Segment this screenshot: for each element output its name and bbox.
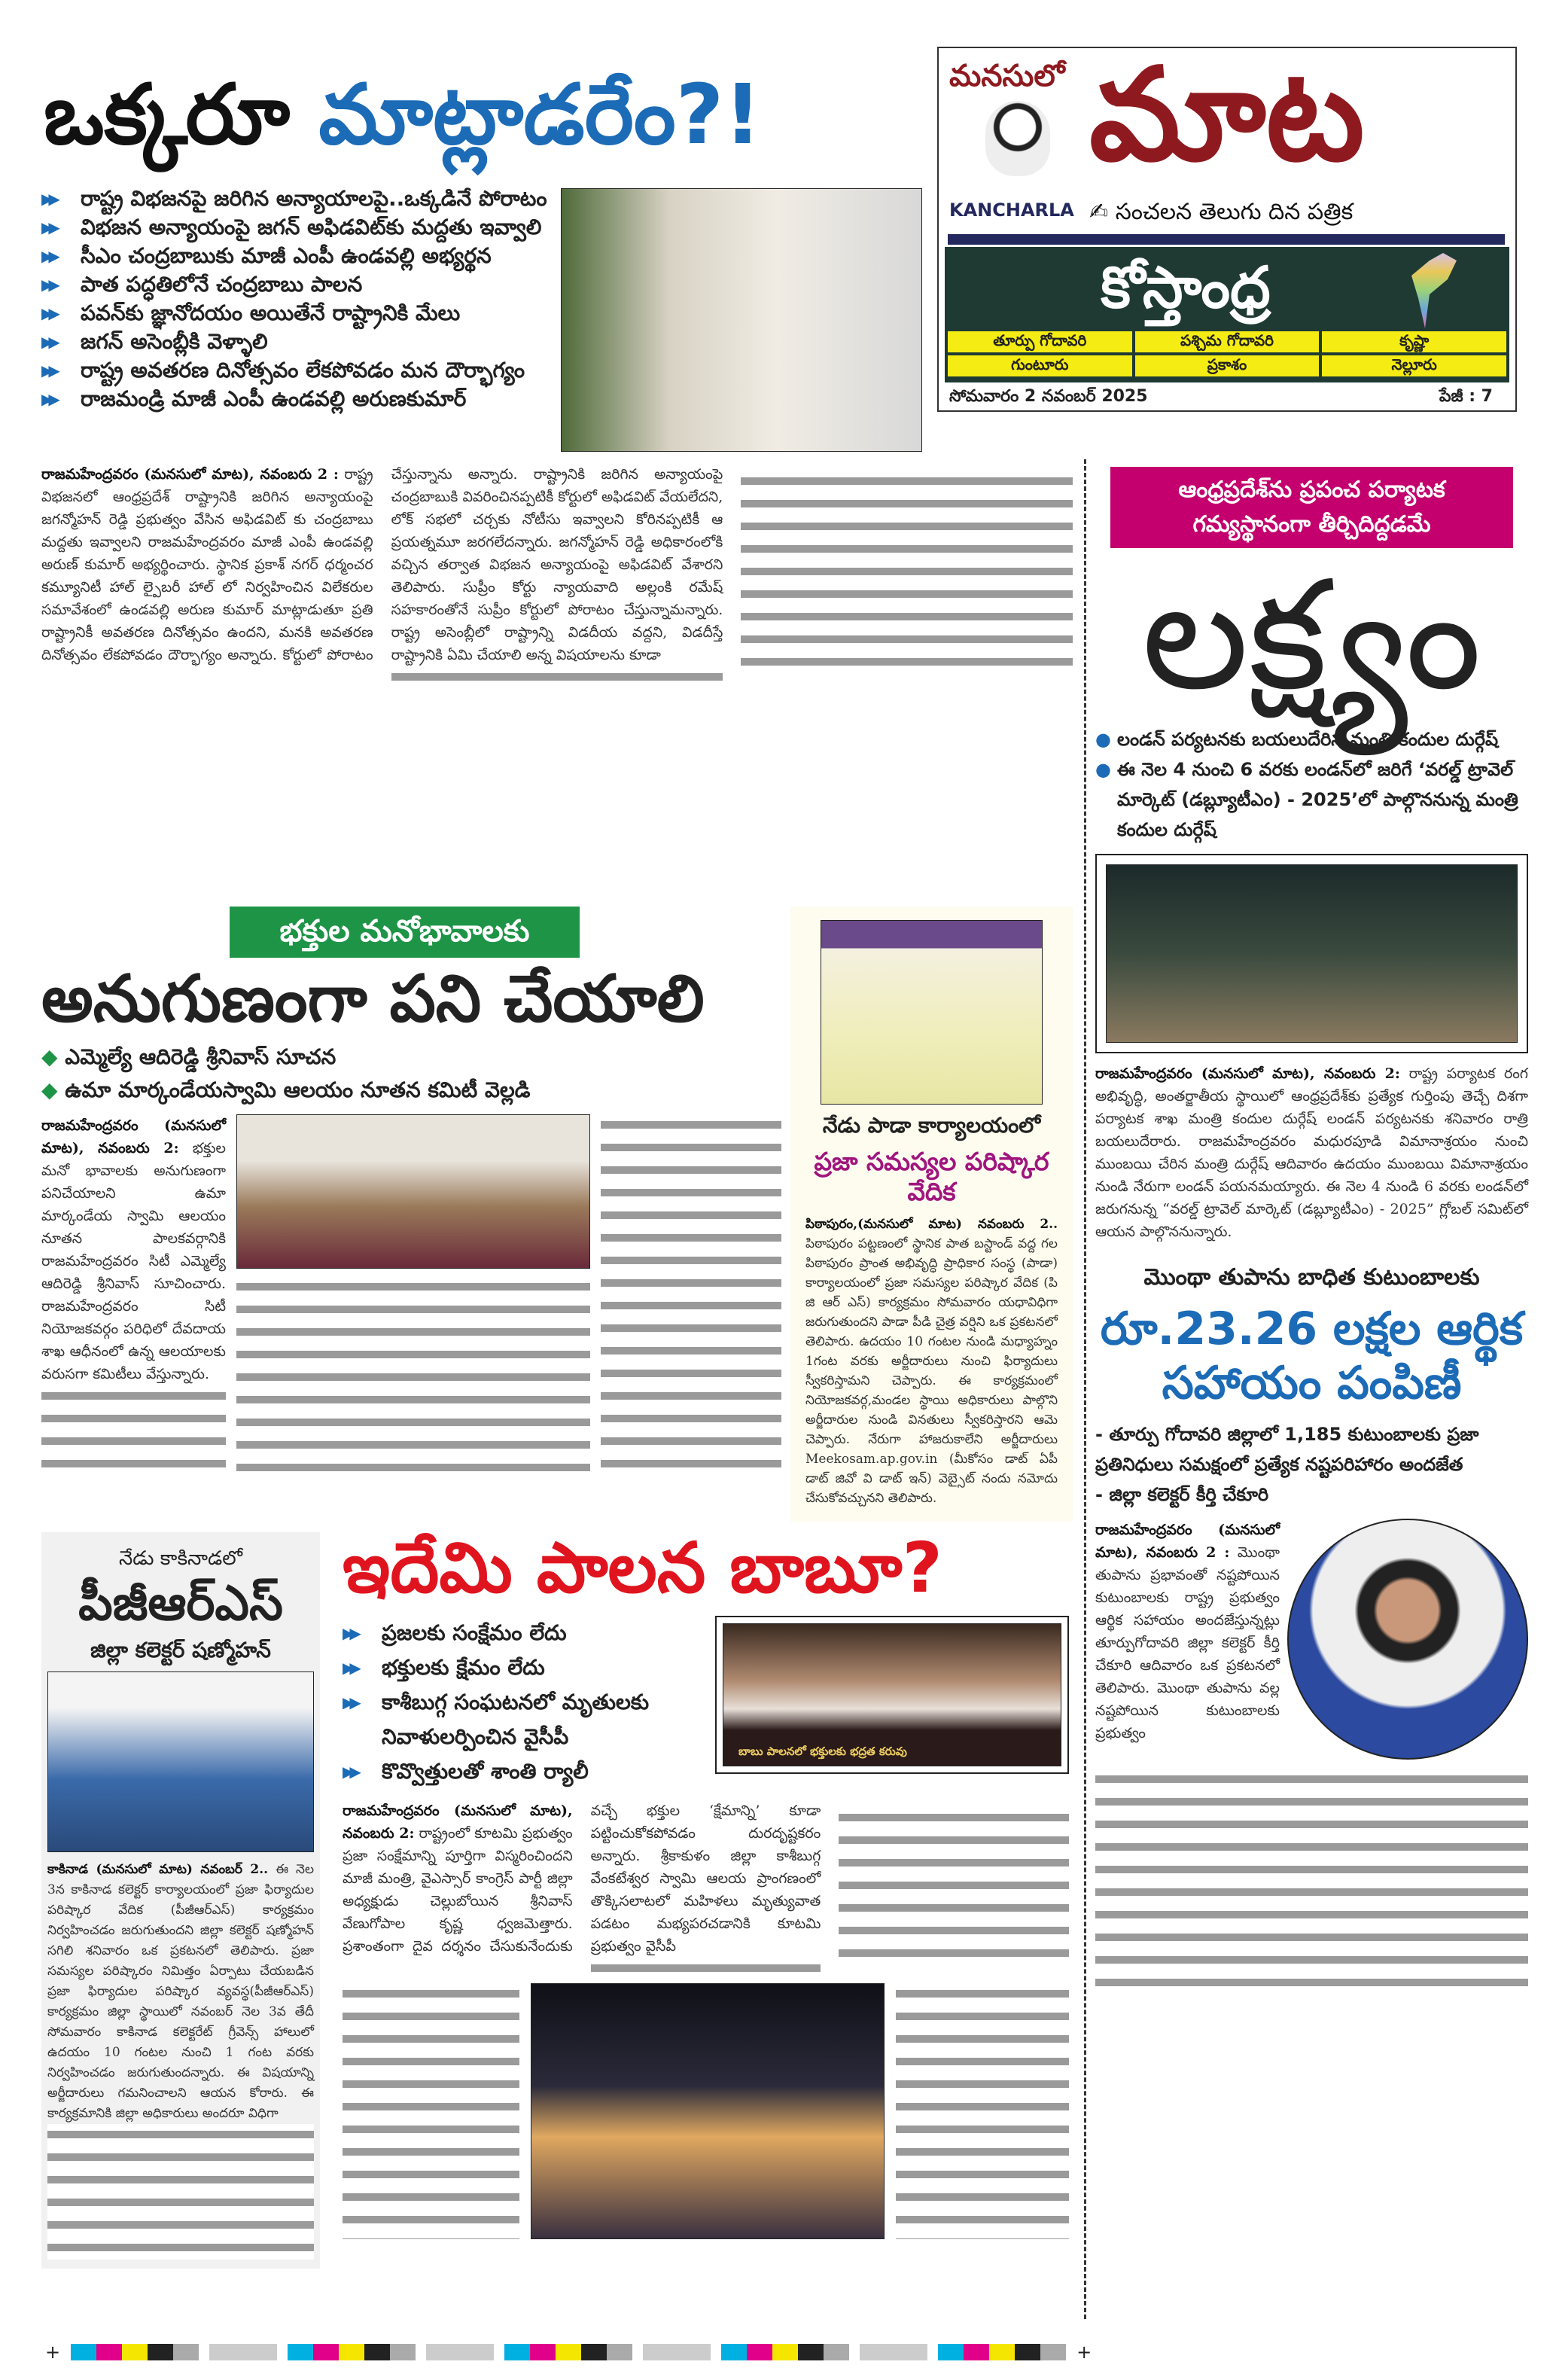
color-bar [721, 2344, 849, 2360]
article-text: రాష్ట్ర విభజనలో ఆంధ్రప్రదేశ్ రాష్ట్రానికి జరిగిన అన్యాయంపై జగన్మోహన్ రెడ్డి ప్రభుత్వం వేసిన అఫిడవిట్ కు చంద్రబాబు మద్దతు ఇవ్వాలని రాజమహేంద్రవరం మాజీ ఎంపీ ఉండవల్లి అరుణ్ కుమార్ అభ్యర్థించారు. స్థానిక ప్రకాశ్ నగర్ ధర్మంచర కమ్యూనిటీ హాల్ ల్పైబరీ హాల్ లో నిర్వహించిన విలేకరుల సమావేశంలో ఉండవల్లి అరుణ కుమార్ మాట్లాడుతూ ప్రతి రాష్ట్రానికీ అవతరణ దినోత్సవం ఉందని, మనకి అవతరణ దినోత్సవం లేకపోవడం దౌర్భాగ్యం అన్నారు. కోర్టులో పోరాటం చేస్తున్నాను అన్నారు. రాష్ట్రానికి జరిగిన అన్యాయంపై చంద్రబాబుకి వివరించినప్పటికీ కోర్టులో అఫిడవిట్ వేయలేదని, లోక్ సభలో చర్చకు నోటీసు ఇవ్వాలని కోరినప్పటికీ ఆ ప్రయత్నమూ జరగలేదన్నారు. జగన్మోహన్ రెడ్డి అధికారంలోకి వచ్చిన తర్వాత విభజన అన్యాయంపై అఫిడవిట్ వేశారని తెలిపారు. సుప్రీం కోర్టు న్యాయవాది అల్లంకి రమేష్ సహకారంతోనే సుప్రీం కోర్టులో పోరాటం చేస్తున్నామన్నారు. రాష్ట్ర అసెంబ్లీలో రాష్ట్రాన్ని విడదీయ వద్దని, విడదీస్తే రాష్ట్రానికి ఏమి చేయాలి అన్న విషయాలను కూడా [41, 466, 723, 663]
article-text: పిఠాపురం పట్టణంలో స్థానిక పాత బస్టాండ్ వద్ద గల పిఠాపురం ప్రాంత అభివృద్ధి ప్రాధికార సంస్థ (పాడా) కార్యాలయంలో ప్రజా సమస్యల పరిష్కార వేదిక (పి జి ఆర్ ఎస్) కార్యక్రమం సోమవారం యధావిధిగా జరుగుతుందని పాడా పీడి చైత్ర వర్షిని ఒక ప్రకటనలో తెలిపారు. ఉదయం 10 గంటల నుండి మధ్యాహ్నం 1గంట వరకు అర్జీదారులు నుంచి ఫిర్యాదులు స్వీకరిస్తామని చెప్పారు. ఈ కార్యక్రమంలో నియోజకవర్గ,మండల స్థాయి అధికారులు పాల్గొని అర్జీదారుల నుండి వినతులు స్వీకరిస్తారని ఆమె చెప్పారు. నేరుగా హాజరుకాలేని అర్జీదారులు Meekosam.ap.gov.in (మీకోసం డాట్ ఏపీ డాట్ జివో వి డాట్ ఇన్) వెబ్సైట్ నందు నమోదు చేసుకోవచ్చునని తెలిపారు. [805, 1236, 1058, 1506]
bullet-text: రాజమండ్రి మాజీ ఎంపీ ఉండవల్లి అరుణకుమార్ [81, 386, 467, 411]
tagline [1089, 199, 1507, 226]
double-triangle-icon: ▶▶ [41, 276, 56, 294]
masthead [937, 41, 1517, 412]
double-triangle-icon: ▶▶ [343, 1762, 357, 1781]
temple-story [41, 907, 781, 1522]
pada-kicker: నేడు పాడా కార్యాలయంలో [822, 1113, 1041, 1138]
undavalli-press-photo [561, 188, 922, 452]
double-triangle-icon: ▶▶ [41, 333, 56, 351]
gray-bar [209, 2344, 277, 2360]
dateline: రాజమహేంద్రవరం (మనసులో మాట), నవంబరు 2 : [41, 466, 339, 483]
dateline: రాజమహేంద్రవరం (మనసులో మాట), నవంబరు 2: [1095, 1065, 1400, 1082]
temple-article-continuation [236, 1276, 590, 1480]
double-triangle-icon: ▶▶ [343, 1658, 357, 1677]
bullet [343, 1616, 708, 1650]
brand-small: మనసులో [949, 59, 1065, 93]
district-label: ప్రకాశం [1135, 355, 1320, 376]
bullet [343, 1754, 708, 1789]
district-label: తూర్పు గోదావరి [948, 331, 1132, 352]
ysrcp-article-body [343, 1799, 1069, 1973]
bullet [41, 184, 553, 213]
print-registration-marks [45, 2342, 1513, 2363]
bullet [41, 1074, 781, 1107]
temple-headline: అనుగుణంగా పని చేయాలి [41, 961, 705, 1037]
brand-latin: KANCHARLA [949, 200, 1074, 221]
bullet [41, 270, 553, 299]
double-triangle-icon: ▶▶ [343, 1693, 357, 1711]
article-text: రాష్ట్ర పర్యాటక రంగ అభివృద్ధి, అంతర్జాతీయ స్థాయిలో ఆంధ్రప్రదేశ్‌కు ప్రత్యేక గుర్తింపు తెచ్చే దిశగా పర్యాటక శాఖ మంత్రి కందుల దుర్గేష్ లండన్ పర్యటనకు శనివారం రాత్రి బయలుదేరారు. రాజమహేంద్రవరం మధురపూడి విమానాశ్రయం నుంచి ముంబయి చేరిన మంత్రి దుర్గేష్ ఆదివారం ఉదయం ముంబయి విమానాశ్రయం నుండి నేరుగా లండన్ పయనమయ్యారు. ఈ నెల 4 నుండి 6 వరకు లండన్‌లో జరుగనున్న “వరల్డ్ ట్రావెల్ మార్కెట్ (డబ్ల్యూటీఎం) - 2025” గ్లోబల్ సమిట్‌లో ఆయన పాల్గొననున్నారు. [1095, 1065, 1528, 1240]
pada-box [790, 907, 1073, 1522]
bottom-row [41, 1528, 1073, 2269]
double-triangle-icon: ▶▶ [343, 1623, 357, 1642]
cyclone-headline: రూ.23.26 లక్షల ఆర్థిక సహాయం పంపిణీ [1100, 1303, 1524, 1409]
dot-icon: ● [1095, 759, 1111, 780]
text-continuation [47, 2124, 314, 2260]
left-content-flow [41, 463, 1073, 2269]
ysrcp-story [343, 1528, 1069, 2269]
bullet-text: ఎమ్మెల్యే ఆదిరెడ్డి శ్రీనివాస్ సూచన [65, 1044, 336, 1070]
bullet-text: - తూర్పు గోదావరి జిల్లాలో 1,185 కుటుంబాలకు ప్రజా ప్రతినిధులు సమక్షంలో ప్రత్యేక నష్టపరిహారం అందజేత [1095, 1424, 1479, 1475]
bullet [41, 328, 553, 356]
diamond-icon: ◆ [41, 1044, 65, 1070]
bullet [41, 356, 553, 385]
collector-portrait [1287, 1519, 1528, 1760]
region-map-icon [1411, 253, 1457, 328]
bullet [1095, 724, 1528, 754]
double-triangle-icon: ▶▶ [41, 247, 56, 265]
lead-bullets [41, 184, 553, 413]
tourism-bullets [1095, 724, 1528, 845]
double-triangle-icon: ▶▶ [41, 361, 56, 379]
bullet [41, 299, 553, 328]
temple-kicker: భక్తుల మనోభావాలకు [230, 907, 580, 958]
tourism-headline: లక్ష్యం [1141, 548, 1482, 724]
temple-article-row [41, 1114, 781, 1480]
bullet-text: ఉమా మార్కండేయస్వామి ఆలయం నూతన కమిటీ వెల్లడి [65, 1077, 531, 1103]
ysrcp-bullets [343, 1616, 708, 1789]
column-divider [1084, 459, 1086, 2319]
bullet-text: - జిల్లా కలెక్టర్ కీర్తి చేకూరి [1095, 1484, 1269, 1505]
bullet [41, 213, 553, 242]
issue-date: సోమవారం 2 నవంబర్ 2025 [949, 387, 1148, 406]
tourism-article-body [1095, 1062, 1528, 1243]
gray-bar [643, 2344, 711, 2360]
temple-article-body [41, 1114, 226, 1480]
ysrcp-article-column [343, 1983, 519, 2239]
crosshair-icon: + [1076, 2342, 1092, 2363]
collector-shanmohan-photo [47, 1671, 314, 1852]
dot-icon: ● [1095, 729, 1111, 750]
pada-pd-photo [821, 920, 1043, 1105]
pgrs-article-body [47, 1860, 314, 2260]
bullet-text: కాశీబుగ్గ సంఘటనలో మృతులకు నివాళులర్పించిన వైసీపీ [382, 1689, 650, 1749]
temple-article-column [601, 1114, 781, 1480]
cyclone-bullets [1095, 1419, 1528, 1510]
dateline: రాజమహేంద్రవరం (మనసులో మాట), నవంబరు 2: [41, 1117, 226, 1157]
lead-headline [44, 66, 924, 163]
bullet [41, 385, 553, 413]
cyclone-kicker: మొంథా తుపాను బాధిత కుటుంబాలకు [1143, 1264, 1480, 1291]
pada-article-body [805, 1214, 1058, 1508]
tagline-text: సంచలన తెలుగు దిన పత్రిక [1115, 199, 1354, 225]
bullet [41, 1041, 781, 1074]
headline-part-blue: మాట్లాడరేం?! [318, 66, 762, 163]
double-triangle-icon: ▶▶ [41, 390, 56, 408]
minister-group-photo [1106, 864, 1518, 1043]
color-bar [504, 2344, 632, 2360]
rally-photo-frame [715, 1616, 1069, 1774]
pen-hand-icon: ✍ [1089, 199, 1116, 225]
dateline: రాజమహేంద్రవరం (మనసులో మాట), నవంబరు 2 : [1095, 1522, 1280, 1561]
bullet-text: పవన్‌కు జ్ఞానోదయం అయితేనే రాష్ట్రానికి మేలు [81, 300, 461, 325]
temple-bullets [41, 1041, 781, 1107]
bullet [343, 1685, 708, 1754]
edition-banner [945, 247, 1509, 382]
double-triangle-icon: ▶▶ [41, 190, 56, 208]
bullet [343, 1650, 708, 1685]
district-label: గుంటూరు [948, 355, 1132, 376]
ysrcp-headline: ఇదేమి పాలన బాబూ? [343, 1528, 942, 1608]
tourism-photo-frame [1095, 854, 1528, 1053]
gray-bar [426, 2344, 494, 2360]
pgrs-headline: పీజీఆర్ఎస్ [78, 1576, 283, 1632]
pada-headline: ప్రజా సమస్యల పరిష్కార వేదిక [814, 1147, 1049, 1206]
edition-title: కోస్తాంధ్ర [1101, 254, 1271, 321]
bullet-text: కొవ్వొత్తులతో శాంతి ర్యాలీ [382, 1758, 589, 1784]
district-label: నెల్లూరు [1322, 355, 1506, 376]
tourism-kicker: ఆంధ్రప్రదేశ్‌ను ప్రపంచ పర్యాటక గమ్యస్థానంగా తీర్చిదిద్దడమే [1110, 467, 1513, 548]
district-label: కృష్ణా [1322, 331, 1506, 352]
bullet-text: భక్తులకు క్షేమం లేదు [382, 1654, 545, 1680]
founder-portrait [985, 101, 1050, 176]
candle-rally-night-photo [531, 1983, 885, 2239]
article-text: భక్తుల మనో భావాలకు అనుగుణంగా పనిచేయాలని ఉమా మార్కండేయ స్వామి ఆలయం నూతన పాలకవర్గానికి రాజమహేంద్రవరం సిటీ ఎమ్మెల్యే ఆదిరెడ్డి శ్రీనివాస్ సూచించారు. రాజమహేంద్రవరం సిటీ నియోజకవర్గం పరిధిలో దేవదాయ శాఖ ఆధీనంలో ఉన్న ఆలయాలకు వరుసగా కమిటీలు వేస్తున్నారు. [41, 1140, 226, 1383]
color-bar [288, 2344, 416, 2360]
bullet-text: జగన్ అసెంబ్లీకి వెళ్ళాలి [81, 329, 268, 354]
pgrs-kicker: నేడు కాకినాడలో [118, 1547, 243, 1570]
cyclone-article-continuation [1095, 1769, 1528, 1995]
bullet-text: ప్రజలకు సంక్షేమం లేదు [382, 1620, 567, 1645]
bullet-text: రాష్ట్ర అవతరణ దినోత్సవం లేకపోవడం మన దౌర్భాగ్యం [81, 358, 525, 382]
brand-logo: మాట [1089, 41, 1365, 190]
masthead-rule [948, 234, 1505, 245]
pgrs-box [41, 1532, 320, 2269]
dateline: రాజమహేంద్రవరం (మనసులో మాట), నవంబరు 2: [343, 1802, 573, 1842]
bullet-text: ఈ నెల 4 నుంచి 6 వరకు లండన్‌లో జరిగే ‘వరల్డ్ ట్రావెల్ మార్కెట్ (డబ్ల్యూటీఎం) - 2025’లో పాల్గొననున్న మంత్రి కందుల దుర్గేష్ [1116, 759, 1518, 840]
page-number: పేజీ : 7 [1439, 387, 1493, 406]
color-bar [71, 2344, 199, 2360]
bullet-text: విభజన అన్యాయంపై జగన్ అఫిడవిట్‌కు మద్దతు ఇవ్వాలి [81, 215, 542, 239]
bullet [41, 242, 553, 270]
crosshair-icon: + [45, 2342, 61, 2363]
bullet-text: సీఎం చంద్రబాబుకు మాజీ ఎంపీ ఉండవల్లి అభ్యర్థన [81, 243, 492, 268]
text-continuation [41, 1385, 226, 1476]
bullet-text: పాత పద్ధతిలోనే చంద్రబాబు పాలన [81, 272, 363, 297]
district-label: పశ్చిమ గోదావరి [1135, 331, 1320, 352]
bullet-text: రాష్ట్ర విభజనపై జరిగిన అన్యాయాలపై..ఒక్కడినే పోరాటం [81, 186, 547, 211]
temple-pada-row [41, 907, 1073, 1522]
gray-bar [860, 2344, 927, 2360]
cyclone-article-lead [1095, 1519, 1280, 1745]
banner-text: బాబు పాలనలో భక్తులకు భద్రత కరువు [738, 1744, 907, 1758]
headline-part-black: ఒక్కరూ [44, 66, 291, 163]
diamond-icon: ◆ [41, 1077, 65, 1103]
dateline: పిఠాపురం,(మనసులో మాట) నవంబరు 2.. [805, 1217, 1058, 1232]
article-text: మొంథా తుపాను ప్రభావంతో నష్టపోయిన కుటుంబాలకు రాష్ట్ర ప్రభుత్వం ఆర్థిక సహాయం అందజేస్తున్నట్లు తూర్పుగోదావరి జిల్లా కలెక్టర్ కీర్తి చేకూరి ఆదివారం ఒక ప్రకటనలో తెలిపారు. మొంథా తుపాను వల్ల నష్టపోయిన కుటుంబాలకు ప్రభుత్వం [1095, 1544, 1280, 1742]
right-content-flow [1095, 467, 1528, 1995]
dateline: కాకినాడ (మనసులో మాట) నవంబర్ 2.. [47, 1862, 269, 1878]
bullet-text: లండన్ పర్యటనకు బయలుదేరిన మంత్రి కందుల దుర్గేష్ [1116, 729, 1499, 750]
candle-rally-photo [723, 1623, 1061, 1766]
temple-committee-photo [236, 1114, 590, 1269]
double-triangle-icon: ▶▶ [41, 304, 56, 322]
color-bar [938, 2344, 1066, 2360]
pgrs-subhead: జిల్లా కలెక్టర్ షణ్మోహన్ [90, 1638, 271, 1663]
double-triangle-icon: ▶▶ [41, 218, 56, 236]
bullet [1095, 754, 1528, 845]
ysrcp-article-column [896, 1983, 1069, 2239]
article-text: ఈ నెల 3న కాకినాడ కలెక్టర్ కార్యాలయంలో ప్రజా ఫిర్యాదుల పరిష్కార వేదిక (పీజీఆర్ఎస్) కార్యక్రమం నిర్వహించడం జరుగుతుందని జిల్లా కలెక్టర్ షణ్మోహన్ సగిలి శనివారం ఒక ప్రకటనలో తెలిపారు. ప్రజా సమస్యల పరిష్కారం నిమిత్తం ఏర్పాటు చేయబడిన ప్రజా ఫిర్యాదుల పరిష్కార వ్యవస్థ(పీజీఆర్ఎస్) కార్యక్రమం జిల్లా స్థాయిలో నవంబర్ నెల 3వ తేదీ సోమవారం కాకినాడ కలెక్టరేట్ గ్రీవెన్స్ హాలులో ఉదయం 10 గంటల నుంచి 1 గంట వరకు నిర్వహించడం జరుగుతుందన్నారు. ఈ విషయాన్ని అర్జీదారులు గమనించాలని ఆయన కోరారు. ఈ కార్యక్రమానికి జిల్లా అధికారులు అందరూ విధిగా [47, 1862, 315, 2122]
lead-article-body [41, 463, 1073, 896]
article-text: రాష్ట్రంలో కూటమి ప్రభుత్వం ప్రజా సంక్షేమాన్ని పూర్తిగా విస్మరించిందని మాజీ మంత్రి, వైఎస్సార్ కాంగ్రెస్ పార్టీ జిల్లా అధ్యక్షుడు చెల్లుబోయిన శ్రీనివాస్ వేణుగోపాల కృష్ణ ధ్వజమెత్తారు. ప్రశాంతంగా దైవ దర్శనం చేసుకునేందుకు వచ్చే భక్తుల ‘క్షేమాన్ని’ కూడా పట్టించుకోకపోవడం దురదృష్టకరం అన్నారు. శ్రీకాకుళం జిల్లా కాశీబుగ్గ వేంకటేశ్వర స్వామి ఆలయ ప్రాంగణంలో తొక్కిసలాటలో మహిళలు మృత్యువాత పడటం మభ్యపరచడానికి కూటమి ప్రభుత్వం వైసీపీ [343, 1802, 821, 1955]
